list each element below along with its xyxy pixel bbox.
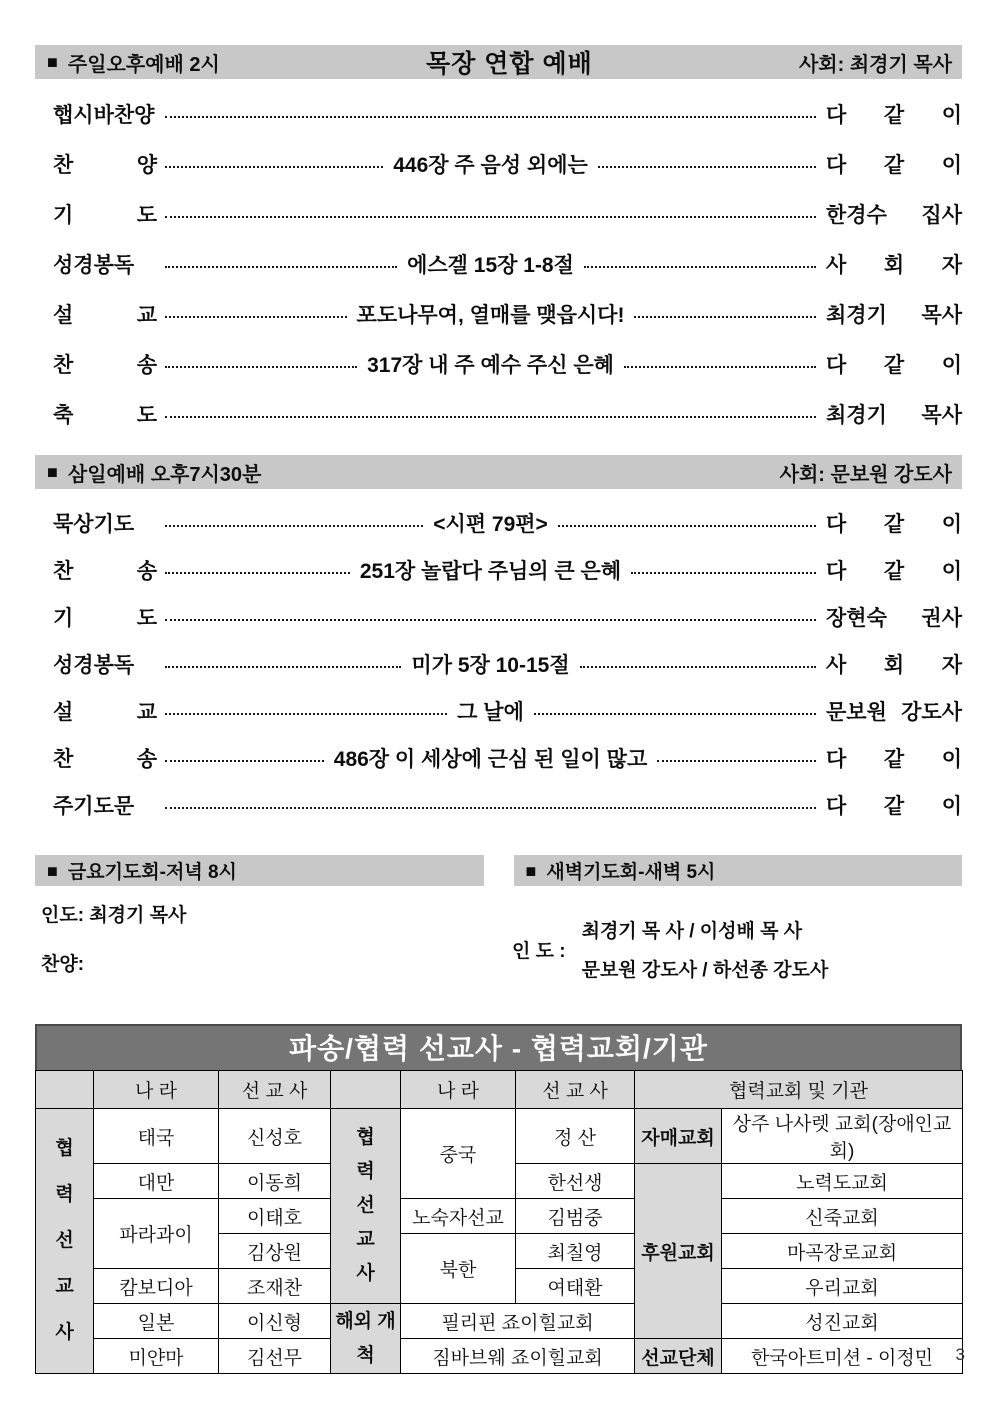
dawn-leader-label: 인 도 : [512, 940, 566, 962]
service-row [35, 189, 962, 239]
service-row [35, 546, 962, 593]
row-label: 설 교 [53, 700, 157, 724]
table-row [36, 1339, 963, 1374]
service2-order-list [35, 499, 962, 828]
missionary-cell: 김범중 [516, 1199, 635, 1234]
row-label: 성경봉독 [53, 254, 135, 277]
church-cell: 한국아트미션 - 이정민 [722, 1339, 963, 1374]
dotted-leader [580, 666, 816, 668]
country-cell: 노숙자선교 [401, 1199, 516, 1234]
dawn-leader-lines [582, 916, 829, 982]
service1-presider: 사회: 최경기 목사 [798, 53, 952, 76]
church-cell: 성진교회 [722, 1304, 963, 1339]
service-row [35, 289, 962, 339]
row-detail: 에스겔 15장 1-8절 [407, 254, 574, 277]
partner-type-sister-church: 자매교회 [635, 1109, 722, 1164]
church-cell: 노력도교회 [722, 1164, 963, 1199]
church-cell: 마곡장로교회 [722, 1234, 963, 1269]
country-cell: 일본 [94, 1304, 219, 1339]
friday-leader: 인도: 최경기 목사 [41, 905, 187, 926]
partner-type-mission-org: 선교단체 [635, 1339, 722, 1374]
row-performer: 다 같 이 [826, 104, 962, 127]
prayer-leaders [35, 900, 962, 998]
dawn-leader-line2: 문보원 강도사 / 하선종 강도사 [581, 960, 829, 981]
row-label: 찬 송 [53, 354, 157, 377]
dotted-leader [165, 366, 357, 368]
dotted-leader [598, 166, 816, 168]
service-row [35, 734, 962, 781]
service1-center-title: 목장 연합 예배 [425, 50, 593, 78]
row-label: 찬 송 [53, 559, 157, 583]
dotted-leader [165, 166, 383, 168]
service-row [35, 89, 962, 139]
row-detail: 포도나무여, 열매를 맺읍시다! [356, 304, 625, 327]
header-country-mid: 나 라 [401, 1071, 516, 1109]
group-overseas-church-planting: 해외 개척 [331, 1304, 401, 1374]
dotted-leader [631, 572, 816, 574]
sunday-afternoon-service-header [35, 45, 962, 79]
row-performer: 다 같 이 [826, 512, 963, 536]
church-cell: 우리교회 [722, 1269, 963, 1304]
row-performer: 장현숙 권사 [826, 606, 962, 630]
service-row [35, 499, 962, 546]
header-missionary-left: 선 교 사 [219, 1071, 331, 1109]
dotted-leader [165, 713, 447, 715]
service1-order-list [35, 89, 962, 439]
dotted-leader [165, 525, 423, 527]
row-performer: 다 같 이 [826, 794, 962, 818]
row-performer: 사 회 자 [826, 653, 963, 677]
row-detail: 317장 내 주 예수 주신 은혜 [367, 354, 614, 377]
missions-section [35, 1024, 962, 1374]
service-row [35, 593, 962, 640]
dotted-leader [534, 713, 816, 715]
service-row [35, 640, 962, 687]
table-row [36, 1304, 963, 1339]
dawn-prayer-title: 새벽기도회-새벽 5시 [546, 862, 716, 883]
row-performer: 한경수 집사 [826, 204, 962, 227]
country-cell: 미얀마 [94, 1339, 219, 1374]
service-row [35, 687, 962, 734]
row-performer: 사 회 자 [826, 254, 962, 277]
country-cell: 중국 [401, 1109, 516, 1199]
dotted-leader [558, 525, 816, 527]
friday-praise: 찬양: [41, 954, 85, 975]
service-row [35, 389, 962, 439]
service-row [35, 781, 962, 828]
dotted-leader [634, 316, 816, 318]
row-performer: 최경기 목사 [826, 304, 962, 327]
row-detail: 미가 5장 10-15절 [411, 653, 570, 677]
page-number: 3 [955, 1345, 965, 1364]
row-detail: 그 날에 [457, 700, 524, 724]
missionary-cell: 이동희 [219, 1164, 331, 1199]
friday-prayer-details [35, 900, 510, 998]
row-performer: 문보원 강도사 [826, 700, 963, 724]
table-row [36, 1199, 963, 1234]
dotted-leader [584, 266, 816, 268]
missionary-cell: 최칠영 [516, 1234, 635, 1269]
church-cell: 상주 나사렛 교회(장애인교회) [722, 1109, 963, 1164]
row-label: 찬 양 [53, 154, 157, 177]
row-performer: 다 같 이 [826, 354, 963, 377]
square-bullet-icon: ■ [47, 52, 58, 72]
dawn-prayer-header [514, 855, 963, 886]
dotted-leader [165, 619, 816, 621]
group-cooperating-missionaries-left: 협력선교사 [36, 1109, 94, 1374]
header-empty-cell [331, 1071, 401, 1109]
row-label: 묵상기도 [53, 512, 135, 536]
dotted-leader [165, 116, 816, 118]
dotted-leader [165, 416, 816, 418]
country-cell: 대만 [94, 1164, 219, 1199]
dotted-leader [165, 266, 397, 268]
prayer-meeting-headers [35, 855, 962, 886]
country-cell: 북한 [401, 1234, 516, 1304]
row-performer: 최경기 목사 [826, 404, 962, 427]
missionary-cell: 한선생 [516, 1164, 635, 1199]
dotted-leader [165, 666, 401, 668]
row-performer: 다 같 이 [826, 747, 963, 771]
missionary-cell: 정 산 [516, 1109, 635, 1164]
service1-title: 주일오후예배 2시 [67, 53, 220, 76]
country-cell: 태국 [94, 1109, 219, 1164]
row-detail: 446장 주 음성 외에는 [393, 154, 588, 177]
missionary-cell: 이신형 [219, 1304, 331, 1339]
header-missionary-mid: 선 교 사 [516, 1071, 635, 1109]
table-row [36, 1109, 963, 1164]
missionary-cell: 조재찬 [219, 1269, 331, 1304]
missionary-cell: 김선무 [219, 1339, 331, 1374]
row-label: 햅시바찬양 [53, 104, 155, 127]
row-label: 축 도 [53, 404, 157, 427]
row-label: 주기도문 [53, 794, 135, 818]
country-cell: 파라과이 [94, 1199, 219, 1269]
square-bullet-icon: ■ [47, 462, 58, 482]
partner-type-supporting-church: 후원교회 [635, 1164, 722, 1339]
service2-title: 삼일예배 오후7시30분 [67, 463, 262, 486]
row-performer: 다 같 이 [826, 154, 963, 177]
missions-header-row [36, 1071, 963, 1109]
row-label: 기 도 [53, 204, 157, 227]
row-performer: 다 같 이 [826, 559, 962, 583]
dotted-leader [657, 760, 816, 762]
service-row [35, 139, 962, 189]
dotted-leader [165, 316, 347, 318]
row-detail: <시편 79편> [433, 512, 548, 536]
dawn-leader-line1: 최경기 목 사 / 이성배 목 사 [581, 921, 803, 942]
row-label: 기 도 [53, 606, 157, 630]
mission-church-cell: 필리핀 죠이힐교회 [401, 1304, 635, 1339]
row-label: 찬 송 [53, 747, 157, 771]
friday-prayer-title: 금요기도회-저녁 8시 [67, 862, 237, 883]
missionary-cell: 이태호 [219, 1199, 331, 1234]
row-detail: 486장 이 세상에 근심 된 일이 많고 [333, 747, 648, 771]
service-row [35, 239, 962, 289]
header-empty-cell [36, 1071, 94, 1109]
missions-table-title: 파송/협력 선교사 - 협력교회/기관 [35, 1024, 962, 1070]
country-cell: 캄보디아 [94, 1269, 219, 1304]
bulletin-page [35, 0, 962, 1374]
missionary-cell: 김상원 [219, 1234, 331, 1269]
row-label: 설 교 [53, 304, 157, 327]
service-row [35, 339, 962, 389]
dotted-leader [165, 216, 816, 218]
dotted-leader [624, 366, 816, 368]
service2-presider: 사회: 문보원 강도사 [779, 463, 952, 486]
mission-church-cell: 짐바브웨 죠이힐교회 [401, 1339, 635, 1374]
header-country-left: 나 라 [94, 1071, 219, 1109]
dotted-leader [165, 807, 816, 809]
friday-prayer-header [35, 855, 484, 886]
missionary-cell: 여태환 [516, 1269, 635, 1304]
row-label: 성경봉독 [53, 653, 135, 677]
dotted-leader [165, 572, 350, 574]
missions-table [35, 1070, 963, 1374]
church-cell: 신죽교회 [722, 1199, 963, 1234]
missionary-cell: 신성호 [219, 1109, 331, 1164]
dotted-leader [165, 760, 324, 762]
row-detail: 251장 놀랍다 주님의 큰 은혜 [359, 559, 622, 583]
wednesday-service-header [35, 455, 962, 489]
square-bullet-icon: ■ [47, 860, 58, 881]
header-partners: 협력교회 및 기관 [635, 1071, 963, 1109]
group-cooperating-missionaries-mid: 협력선교사 [331, 1109, 401, 1304]
dawn-prayer-details [510, 900, 962, 998]
square-bullet-icon: ■ [525, 860, 537, 881]
